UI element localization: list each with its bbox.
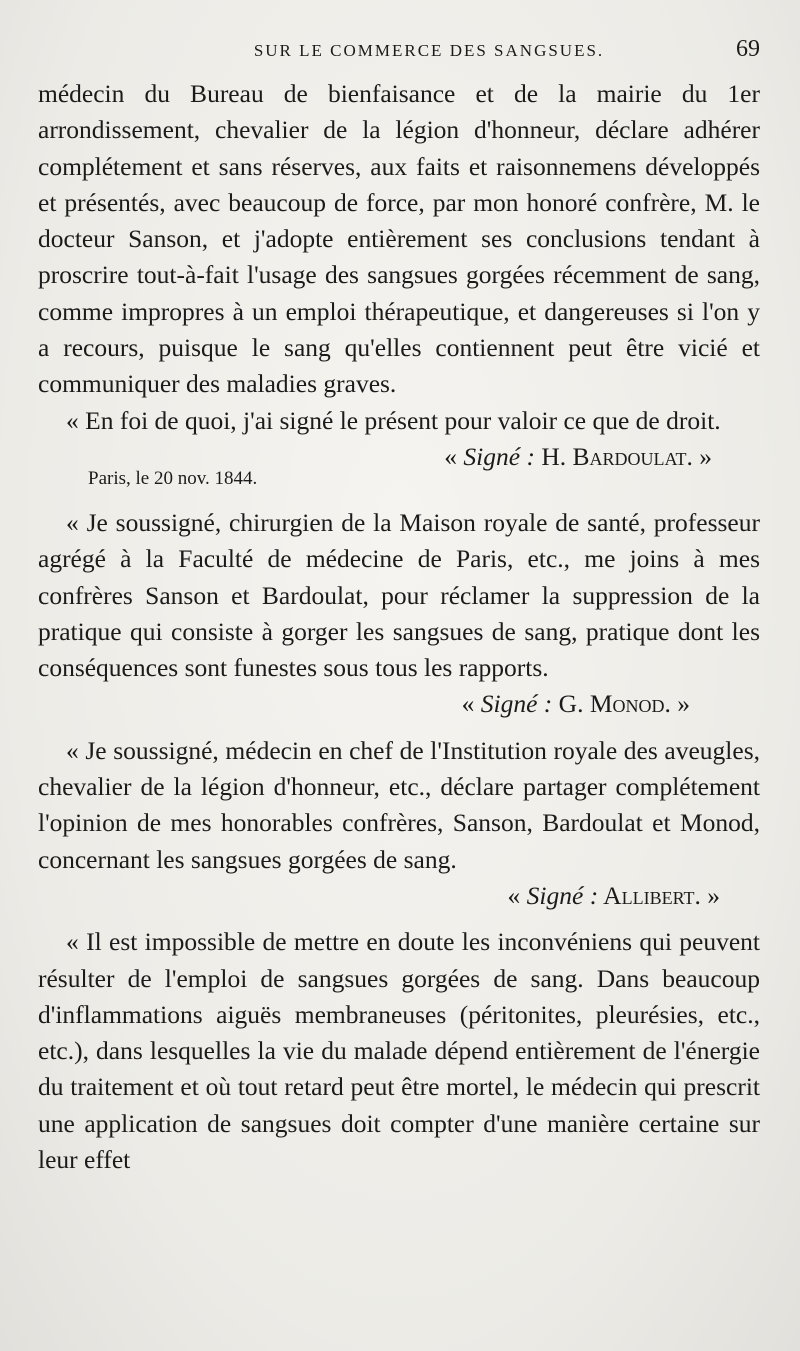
body-text	[38, 76, 760, 1178]
signature-label: Signé :	[463, 441, 535, 471]
signature-label: Signé :	[480, 689, 553, 719]
signature-block-monod	[38, 686, 760, 722]
signature-bardoulat	[444, 439, 712, 475]
signature-monod	[38, 686, 760, 722]
signature-close-quote: »	[700, 880, 720, 910]
signature-allibert	[38, 878, 760, 914]
running-head	[38, 36, 760, 70]
paragraph-inconveniens: « Il est impossible de mettre en doute les inconvéniens qui peuvent résulter de l'emploi de sangsues gorgées de sang. Dans beaucoup d'inflammations aiguës membraneuses (péritonites, pleurésies, etc., etc.), dans lesquelles la vie du malade dépend entièrement de l'énergie du traitement et où tout retard peut être mortel, le médecin qui prescrit une application de sangsues doit compter d'une manière certaine sur leur effet	[38, 927, 760, 1175]
paragraph-allibert: « Je soussigné, médecin en chef de l'Institution royale des aveugles, chevalier de la légion d'honneur, etc., déclare partager complétement l'opinion de mes honorables confrères, Sanson, Bardoulat et Monod, concernant les sangsues gorgées de sang.	[38, 735, 760, 874]
signature-row-bardoulat	[38, 439, 760, 489]
paragraph-attestation: « En foi de quoi, j'ai signé le présent pour valoir ce que de droit.	[66, 405, 721, 435]
paragraph-continuation: médecin du Bureau de bienfaisance et de la mairie du 1er arrondissement, chevalier de la légion d'honneur, déclare adhérer complétement et sans réserves, aux faits et raisonnemens développés et présentés, avec beaucoup de force, par mon honoré confrère, M. le docteur Sanson, et j'adopte entièrement ses conclusions tendant à proscrire tout-à-fait l'usage des sangsues gorgées récemment de sang, comme impropres à un emploi thérapeutique, et dangereuses si l'on y a recours, puisque le sang qu'elles contiennent peut être vicié et communiquer des maladies graves.	[38, 79, 760, 399]
signature-name: H. Bardoulat.	[534, 441, 693, 471]
signature-name: G. Monod.	[552, 689, 671, 719]
running-title: SUR LE COMMERCE DES SANGSUES.	[253, 41, 605, 60]
signature-block-allibert	[38, 878, 760, 914]
signature-open-quote: «	[507, 880, 527, 910]
signature-open-quote: «	[461, 689, 481, 719]
date-line: Paris, le 20 nov. 1844.	[88, 467, 258, 489]
signature-close-quote: »	[692, 441, 712, 471]
page-number: 69	[736, 36, 760, 62]
signature-name: Allibert.	[598, 880, 701, 910]
signature-close-quote: »	[670, 689, 690, 719]
signature-label: Signé :	[526, 880, 599, 910]
signature-open-quote: «	[444, 441, 464, 471]
paragraph-monod: « Je soussigné, chirurgien de la Maison royale de santé, professeur agrégé à la Faculté de médecine de Paris, etc., me joins à mes confrères Sanson et Bardoulat, pour réclamer la suppression de la pratique qui consiste à gorger les sangsues de sang, pratique dont les conséquences sont funestes sous tous les rapports.	[38, 507, 760, 683]
